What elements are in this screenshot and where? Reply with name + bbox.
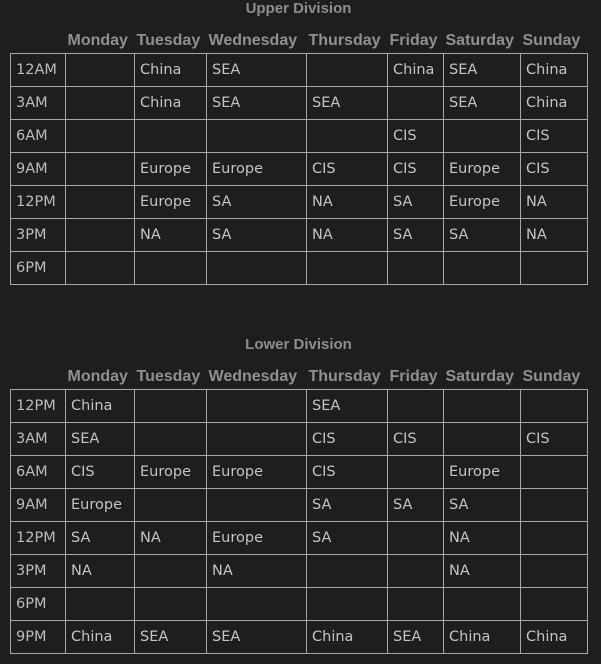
schedule-cell-wednesday: [207, 588, 307, 621]
table-row: [11, 621, 588, 654]
schedule-cell-friday: [388, 456, 444, 489]
schedule-cell-sunday: CIS: [521, 120, 588, 153]
lower-division-section: [10, 336, 587, 654]
schedule-cell-sunday: [521, 588, 588, 621]
schedule-cell-friday: [388, 522, 444, 555]
table-row: [11, 522, 588, 555]
day-header-tuesday: Tuesday: [136, 368, 201, 385]
table-row: [11, 555, 588, 588]
table-row: [11, 423, 588, 456]
schedule-cell-thursday: [307, 588, 388, 621]
schedule-cell-thursday: CIS: [307, 153, 388, 186]
schedule-cell-tuesday: [135, 390, 207, 423]
day-header-sunday: Sunday: [522, 368, 581, 385]
schedule-cell-tuesday: [135, 423, 207, 456]
schedule-cell-wednesday: [207, 423, 307, 456]
day-header-friday: Friday: [389, 32, 438, 49]
day-header-monday: Monday: [67, 368, 128, 385]
table-row: [11, 456, 588, 489]
day-header-friday: Friday: [389, 368, 438, 385]
schedule-cell-sunday: [521, 456, 588, 489]
time-slot-label: 9PM: [11, 621, 66, 654]
schedule-cell-monday: [66, 153, 135, 186]
schedule-cell-saturday: China: [444, 621, 521, 654]
upper-division-section: [10, 0, 587, 285]
schedule-cell-sunday: [521, 555, 588, 588]
schedule-cell-thursday: NA: [307, 219, 388, 252]
schedule-cell-monday: SEA: [66, 423, 135, 456]
schedule-cell-tuesday: Europe: [135, 153, 207, 186]
schedule-cell-tuesday: [135, 120, 207, 153]
table-row: [11, 87, 588, 120]
schedule-cell-friday: [388, 87, 444, 120]
schedule-cell-monday: Europe: [66, 489, 135, 522]
time-slot-label: 6PM: [11, 252, 66, 285]
schedule-cell-tuesday: [135, 489, 207, 522]
schedule-cell-saturday: NA: [444, 555, 521, 588]
table-row: [11, 390, 588, 423]
schedule-cell-friday: SA: [388, 186, 444, 219]
schedule-cell-tuesday: China: [135, 87, 207, 120]
schedule-cell-monday: SA: [66, 522, 135, 555]
schedule-cell-monday: [66, 252, 135, 285]
schedule-cell-thursday: SEA: [307, 390, 388, 423]
schedule-cell-wednesday: [207, 390, 307, 423]
schedule-cell-monday: China: [66, 390, 135, 423]
schedule-cell-saturday: Europe: [444, 186, 521, 219]
schedule-cell-saturday: SA: [444, 219, 521, 252]
schedule-cell-tuesday: [135, 555, 207, 588]
time-slot-label: 12AM: [11, 54, 66, 87]
schedule-cell-tuesday: SEA: [135, 621, 207, 654]
schedule-cell-thursday: [307, 120, 388, 153]
schedule-cell-sunday: [521, 489, 588, 522]
schedule-cell-friday: CIS: [388, 423, 444, 456]
schedule-cell-wednesday: SEA: [207, 87, 307, 120]
schedule-cell-friday: SA: [388, 219, 444, 252]
day-header-saturday: Saturday: [445, 368, 514, 385]
time-slot-label: 6PM: [11, 588, 66, 621]
schedule-cell-sunday: NA: [521, 186, 588, 219]
schedule-cell-thursday: CIS: [307, 456, 388, 489]
schedule-cell-tuesday: Europe: [135, 186, 207, 219]
schedule-cell-friday: [388, 555, 444, 588]
schedule-cell-saturday: [444, 120, 521, 153]
time-slot-label: 9AM: [11, 153, 66, 186]
schedule-cell-thursday: [307, 252, 388, 285]
schedule-cell-thursday: SEA: [307, 87, 388, 120]
schedule-cell-sunday: [521, 390, 588, 423]
schedule-cell-wednesday: SEA: [207, 621, 307, 654]
schedule-cell-thursday: [307, 54, 388, 87]
schedule-cell-friday: [388, 252, 444, 285]
schedule-cell-friday: SA: [388, 489, 444, 522]
table-row: [11, 219, 588, 252]
schedule-cell-thursday: NA: [307, 186, 388, 219]
table-row: [11, 489, 588, 522]
schedule-cell-friday: CIS: [388, 120, 444, 153]
upper-header-row: [11, 31, 588, 54]
table-row: [11, 120, 588, 153]
schedule-cell-sunday: [521, 522, 588, 555]
schedule-cell-thursday: SA: [307, 522, 388, 555]
day-header-thursday: Thursday: [308, 32, 381, 49]
schedule-cell-sunday: [521, 252, 588, 285]
schedule-cell-friday: China: [388, 54, 444, 87]
schedule-cell-saturday: [444, 423, 521, 456]
schedule-cell-wednesday: NA: [207, 555, 307, 588]
schedule-cell-monday: [66, 186, 135, 219]
schedule-cell-monday: [66, 588, 135, 621]
schedule-cell-friday: CIS: [388, 153, 444, 186]
table-row: [11, 186, 588, 219]
day-header-thursday: Thursday: [308, 368, 381, 385]
time-slot-label: 12PM: [11, 186, 66, 219]
schedule-cell-thursday: China: [307, 621, 388, 654]
schedule-cell-wednesday: Europe: [207, 522, 307, 555]
schedule-cell-sunday: NA: [521, 219, 588, 252]
table-row: [11, 54, 588, 87]
upper-division-title: Upper Division: [245, 0, 352, 17]
day-header-monday: Monday: [67, 32, 128, 49]
schedule-cell-thursday: [307, 555, 388, 588]
schedule-cell-tuesday: [135, 588, 207, 621]
lower-division-schedule-table: [10, 367, 588, 654]
schedule-cell-saturday: Europe: [444, 456, 521, 489]
schedule-cell-wednesday: SEA: [207, 54, 307, 87]
schedule-cell-tuesday: NA: [135, 522, 207, 555]
day-header-wednesday: Wednesday: [208, 368, 298, 385]
schedule-cell-monday: NA: [66, 555, 135, 588]
schedule-cell-monday: CIS: [66, 456, 135, 489]
time-slot-label: 3PM: [11, 555, 66, 588]
schedule-cell-sunday: CIS: [521, 153, 588, 186]
schedule-cell-thursday: CIS: [307, 423, 388, 456]
schedule-cell-saturday: [444, 252, 521, 285]
time-slot-label: 3AM: [11, 87, 66, 120]
time-column-header: [11, 31, 66, 54]
time-slot-label: 6AM: [11, 456, 66, 489]
schedule-cell-saturday: [444, 390, 521, 423]
schedule-cell-sunday: CIS: [521, 423, 588, 456]
lower-division-title: Lower Division: [245, 336, 352, 353]
day-header-wednesday: Wednesday: [208, 32, 298, 49]
time-slot-label: 12PM: [11, 390, 66, 423]
schedule-cell-saturday: NA: [444, 522, 521, 555]
schedule-cell-saturday: SEA: [444, 54, 521, 87]
lower-table-body: [11, 390, 588, 654]
schedule-cell-monday: China: [66, 621, 135, 654]
time-slot-label: 3PM: [11, 219, 66, 252]
lower-header-row: [11, 367, 588, 390]
schedule-cell-saturday: Europe: [444, 153, 521, 186]
schedule-cell-wednesday: SA: [207, 219, 307, 252]
day-header-sunday: Sunday: [522, 32, 581, 49]
time-slot-label: 6AM: [11, 120, 66, 153]
schedule-cell-friday: SEA: [388, 621, 444, 654]
time-slot-label: 3AM: [11, 423, 66, 456]
schedule-cell-thursday: SA: [307, 489, 388, 522]
schedule-cell-wednesday: Europe: [207, 456, 307, 489]
schedule-cell-monday: [66, 120, 135, 153]
schedule-cell-saturday: [444, 588, 521, 621]
upper-table-body: [11, 54, 588, 285]
schedule-cell-saturday: SEA: [444, 87, 521, 120]
schedule-cell-friday: [388, 390, 444, 423]
schedule-cell-wednesday: [207, 489, 307, 522]
schedule-cell-sunday: China: [521, 621, 588, 654]
schedule-cell-sunday: China: [521, 87, 588, 120]
schedule-cell-sunday: China: [521, 54, 588, 87]
day-header-tuesday: Tuesday: [136, 32, 201, 49]
schedule-cell-monday: [66, 87, 135, 120]
time-column-header: [11, 367, 66, 390]
schedule-cell-tuesday: [135, 252, 207, 285]
schedule-cell-wednesday: Europe: [207, 153, 307, 186]
schedule-cell-tuesday: China: [135, 54, 207, 87]
day-header-saturday: Saturday: [445, 32, 514, 49]
schedule-cell-monday: [66, 219, 135, 252]
schedule-cell-tuesday: NA: [135, 219, 207, 252]
schedule-cell-tuesday: Europe: [135, 456, 207, 489]
schedule-cell-monday: [66, 54, 135, 87]
schedule-cell-saturday: SA: [444, 489, 521, 522]
table-row: [11, 588, 588, 621]
time-slot-label: 12PM: [11, 522, 66, 555]
upper-division-schedule-table: [10, 31, 588, 285]
schedule-cell-wednesday: SA: [207, 186, 307, 219]
schedule-cell-wednesday: [207, 120, 307, 153]
table-row: [11, 252, 588, 285]
schedule-cell-friday: [388, 588, 444, 621]
time-slot-label: 9AM: [11, 489, 66, 522]
table-row: [11, 153, 588, 186]
schedule-cell-wednesday: [207, 252, 307, 285]
